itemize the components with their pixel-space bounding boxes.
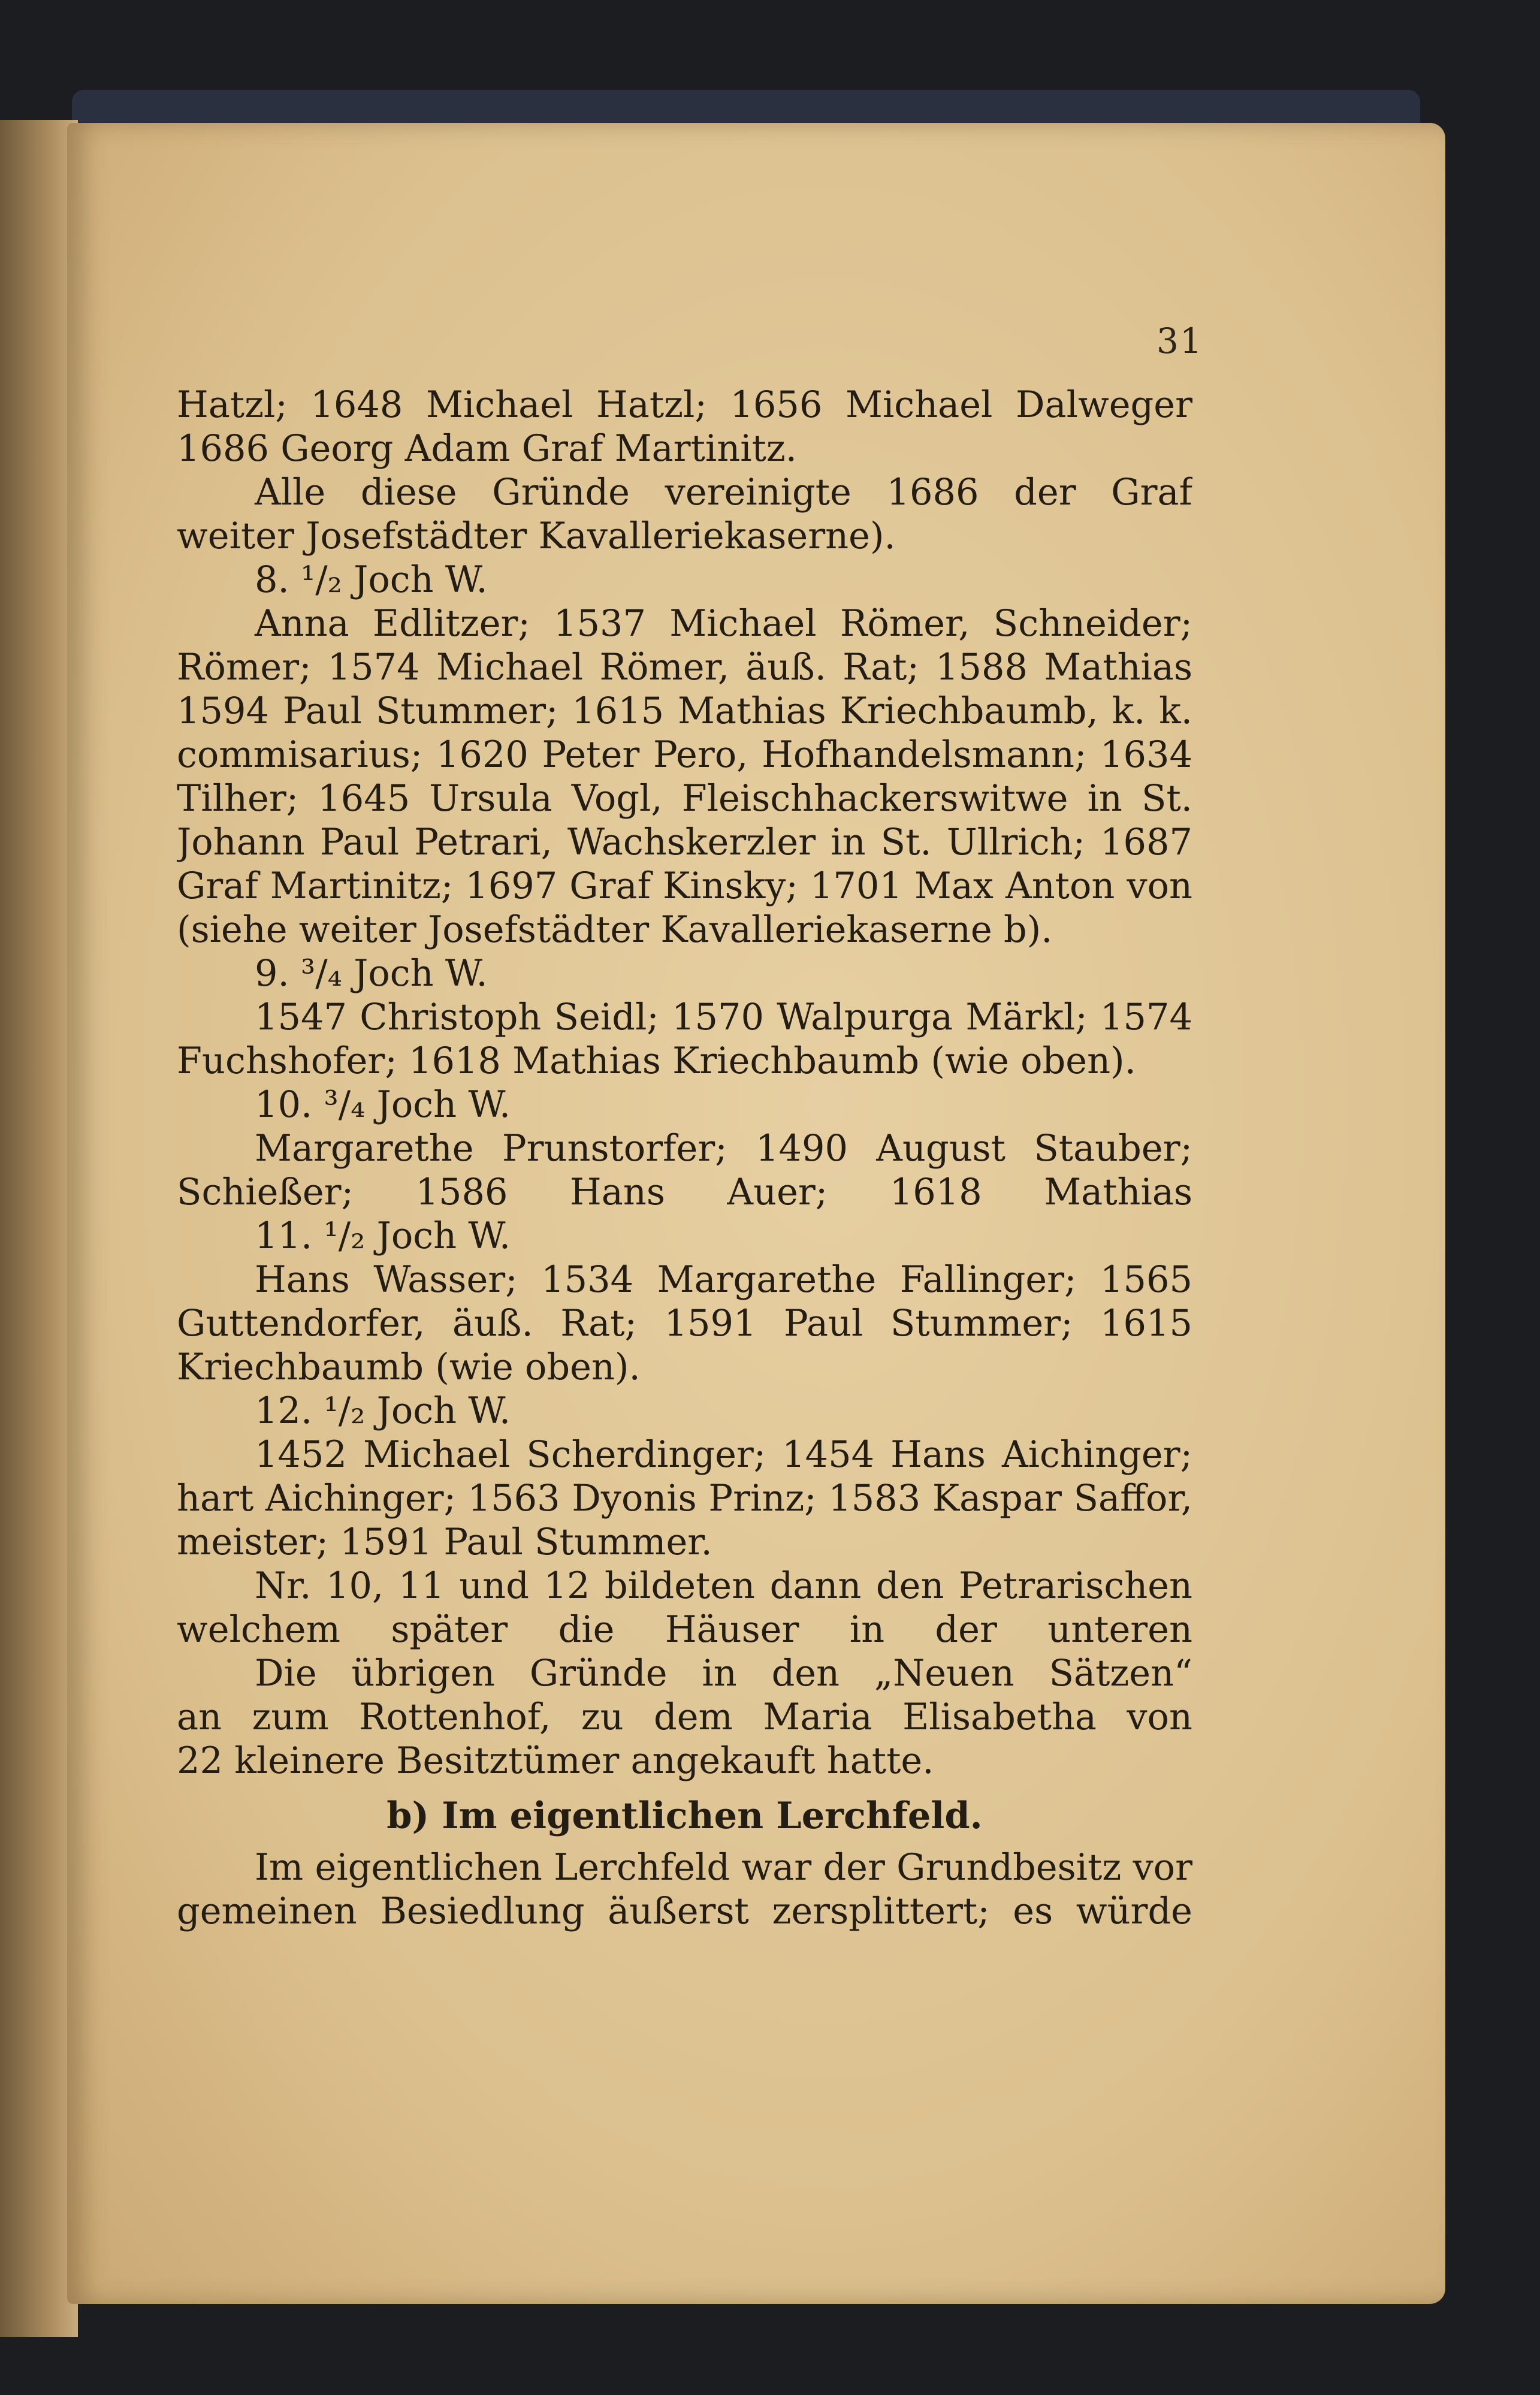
text-line: Römer; 1574 Michael Römer, äuß. Rat; 1588 Mathias (177, 647, 1192, 688)
text-line: Schießer; 1586 Hans Auer; 1618 Mathias (177, 1171, 1192, 1213)
text-line: Anna Edlitzer; 1537 Michael Römer, Schneider; (255, 603, 1192, 645)
text-line: welchem später die Häuser in der unteren (177, 1609, 1192, 1651)
text-line: Margarethe Prunstorfer; 1490 August Stauber; (255, 1128, 1192, 1170)
text-line: Hans Wasser; 1534 Margarethe Fallinger; 1565 (255, 1259, 1192, 1301)
text-line: Kriechbaumb (wie oben). (177, 1346, 641, 1388)
text-line: 11. ¹/₂ Joch W. (255, 1215, 511, 1257)
text-line: Fuchshofer; 1618 Mathias Kriechbaumb (wie oben). (177, 1040, 1136, 1082)
text-line: 1452 Michael Scherdinger; 1454 Hans Aichinger; (255, 1434, 1192, 1476)
text-line: weiter Josefstädter Kavalleriekaserne). (177, 515, 896, 557)
facing-page-edge (0, 120, 78, 2337)
text-line: 12. ¹/₂ Joch W. (255, 1390, 511, 1432)
text-line: commisarius; 1620 Peter Pero, Hofhandelsmann; 1634 (177, 734, 1192, 776)
text-line: gemeinen Besiedlung äußerst zersplittert; es würde (177, 1890, 1192, 1932)
text-line: Im eigentlichen Lerchfeld war der Grundbesitz vor (255, 1847, 1192, 1889)
text-line: Graf Martinitz; 1697 Graf Kinsky; 1701 Max Anton von (177, 865, 1192, 907)
text-line: Hatzl; 1648 Michael Hatzl; 1656 Michael Dalweger (177, 384, 1192, 426)
text-line: 1686 Georg Adam Graf Martinitz. (177, 428, 797, 470)
text-line: 8. ¹/₂ Joch W. (255, 559, 488, 601)
text-line: Tilher; 1645 Ursula Vogl, Fleischhackerswitwe in St. (177, 778, 1192, 820)
text-line: Alle diese Gründe vereinigte 1686 der Graf (255, 472, 1192, 514)
text-line: hart Aichinger; 1563 Dyonis Prinz; 1583 Kaspar Saffor, (177, 1478, 1192, 1520)
text-line: Die übrigen Gründe in den „Neuen Sätzen“ (255, 1653, 1192, 1695)
text-line: (siehe weiter Josefstädter Kavalleriekaserne b). (177, 909, 1053, 951)
text-line: 22 kleinere Besitztümer angekauft hatte. (177, 1740, 934, 1782)
page-text (177, 383, 1192, 1934)
text-line: 9. ³/₄ Joch W. (255, 953, 488, 995)
text-line: an zum Rottenhof, zu dem Maria Elisabetha von (177, 1696, 1192, 1738)
page-number: 31 (1156, 321, 1203, 361)
section-heading: b) Im eigentlichen Lerchfeld. (386, 1795, 983, 1837)
text-line: 1594 Paul Stummer; 1615 Mathias Kriechbaumb, k. k. (177, 690, 1192, 732)
text-line: 1547 Christoph Seidl; 1570 Walpurga Märkl; 1574 (255, 996, 1192, 1038)
text-line: Guttendorfer, äuß. Rat; 1591 Paul Stummer; 1615 (177, 1303, 1192, 1345)
text-line: meister; 1591 Paul Stummer. (177, 1521, 712, 1563)
text-line: Johann Paul Petrari, Wachskerzler in St. Ullrich; 1687 (177, 822, 1192, 863)
text-line: 10. ³/₄ Joch W. (255, 1084, 511, 1126)
text-line: Nr. 10, 11 und 12 bildeten dann den Petrarischen (255, 1565, 1192, 1607)
